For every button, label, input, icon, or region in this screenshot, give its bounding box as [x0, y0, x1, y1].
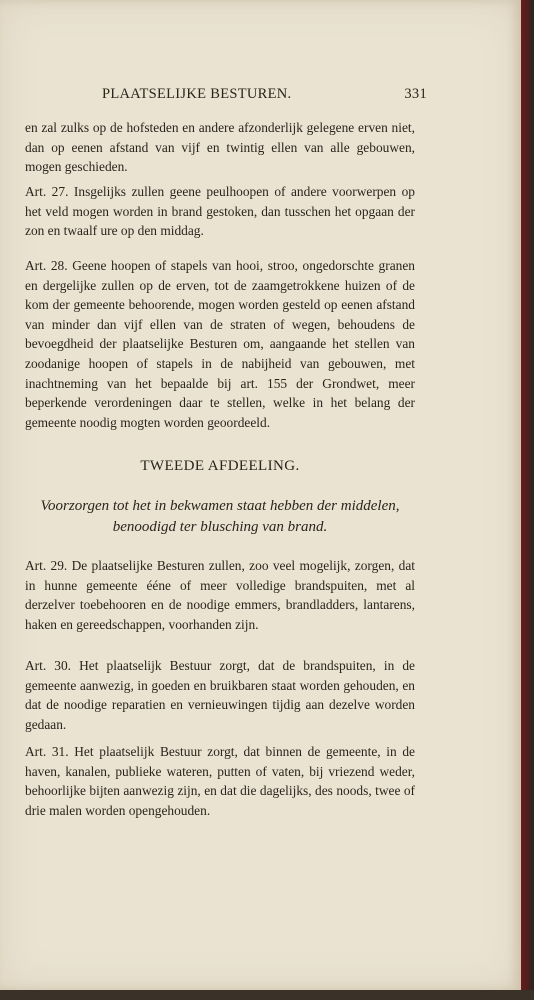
- paragraph-art-29: Art. 29. De plaatselijke Besturen zullen, zoo veel mogelijk, zorgen, dat in hunne gemeente ééne of meer volledige brandspuiten, met al derzelver toebehooren en de noodige emmers, brandladders, lantarens, haken en gereedschappen, voorhanden zijn.: [25, 558, 415, 632]
- paragraph-art-30: Art. 30. Het plaatselijk Bestuur zorgt, dat de brandspuiten, in de gemeente aanwezig, in goeden en bruikbaren staat worden gehouden, en dat de noodige reparatien en vernieuwingen tijdig aan dezelve worden gedaan.: [25, 658, 415, 732]
- paragraph-art-27: Art. 27. Insgelijks zullen geene peulhoopen of andere voorwerpen op het veld mogen worden in brand gestoken, dan tusschen het opgaan der zon en twaalf ure op den middag.: [25, 184, 415, 239]
- running-title: PLAATSELIJKE BESTUREN.: [102, 86, 292, 102]
- paragraph-continuation: en zal zulks op de hofsteden en andere afzonderlijk gelegene erven niet, dan op eenen afstand van vijf en twintig ellen van alle gebouwen, mogen geschieden.: [25, 120, 415, 175]
- section-subtitle: Voorzorgen tot het in bekwamen staat hebben der middelen, benoodigd ter blusching van brand.: [40, 498, 400, 535]
- paragraph-art-28: Art. 28. Geene hoopen of stapels van hooi, stroo, ongedorschte granen en dergelijke zullen op de erven, tot de zaamgetrokkene huizen of de kom der gemeente behoorende, mogen worden gesteld op eenen afstand van minder dan vijf ellen van de straten of wegen, behoudens de bevoegdheid der plaatselijke Besturen om, aangaande het stellen van zoodanige hoopen of stapels in de nabijheid van gebouwen, met inachtneming van het bepaalde bij art. 155 der Grondwet, meer beperkende verordeningen daar te stellen, welke in het belang der gemeente noodig mogten worden geoordeeld.: [25, 258, 415, 430]
- page-number: 331: [404, 86, 427, 102]
- paragraph-art-31: Art. 31. Het plaatselijk Bestuur zorgt, dat binnen de gemeente, in de haven, kanalen, publieke wateren, putten of vaten, bij vriezend weder, behoorlijke bijten aanwezig zijn, en dat die dagelijks, des noods, twee of drie malen worden opengehouden.: [25, 744, 415, 818]
- section-heading: TWEEDE AFDEELING.: [140, 458, 300, 474]
- running-header: [102, 86, 427, 106]
- page-edge: [521, 0, 534, 1000]
- page-bottom-shadow: [0, 990, 534, 1000]
